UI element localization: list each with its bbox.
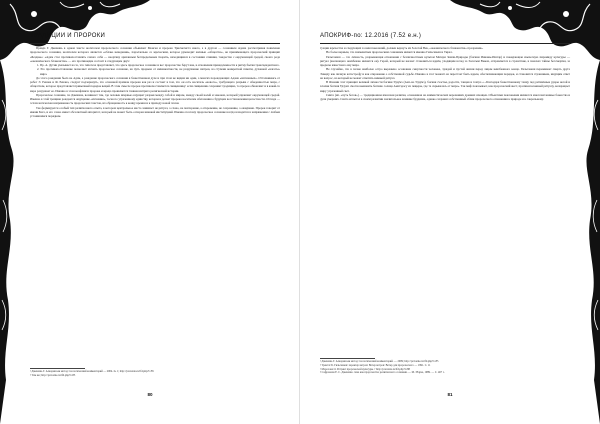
right-page <box>300 0 600 424</box>
right-footnote-rule <box>320 358 375 359</box>
left-running-header: ТРАДИЦИИ И ПРОРОКИ <box>30 33 106 39</box>
footnote: ⁴ Сафронова Е. С. Джевашь: сама как пророчество религиозного сознания. — М.: Наука, 1989. — С. 467 с. <box>320 371 445 375</box>
right-running-header: АПОКРИФ-по: 12.2016 (7.52 е.н.) <box>320 33 422 39</box>
right-header-rule <box>320 43 570 44</box>
right-paragraph: Но более верным, что знаменитым пророческим сознанием является именно Гильгамеш и Тирал. <box>326 50 453 55</box>
right-paragraph: Не случайно, что в поэме наиболее остро выражено осознание смертности человека, чуждой и пустой жизни перед лицом неизбежного конца. Гильгамеш переживает смерть друга Энкиду как личную катастрофу и как откровение о собственной судьбе. Именно в этот момент он перестает быть царем, обеспечивающим порядок, и становится странником, ищущим ответ на вопрос, на который не может ответить никакой ритуал. <box>320 67 570 80</box>
left-paragraph: Так формируется особый тип религиозного опыта, в котором центральное место занимает не ритуал, а слово, не повторение, а откровение, не сохранение, а ожидание. Пророк говорит от имени Бога, и его слово имеет абсолютный авторитет, который не может быть оспорен никакой институцией. Именно поэтому пророческое сознание всегда находится в напряжении с любым устоявшимся порядком. <box>30 105 280 118</box>
footnote: ² Там же; http://pravenie.ru/tfd.php?t=85 <box>30 373 76 377</box>
left-paragraph: Правда Г. Джевашь в одном тексте носителем пророческого сознания объявляет Моисея и пророка Трисмегиста иного, а в другом — сознанием Адама рассматривая появление пророческого сознания, носителем которого является «облако неведения», параллельно со жреческим, которое руководит жизнью «общества», не принимающего пророческий принцип «Бездны»: «Адам стал противопоставлять самого себя — неортику аризанным беспредельным творить, находящимся в состоянии слияния, тождества с окружающей средой, своего рода «океанического блаженства» — его противоядие состоит в следующем двух: <box>30 46 280 63</box>
right-paragraph: В Японии этот принцип великой личности богиня Удзумэ (Амэ-но Удзумэ), богиня счастья, радости, танцев и театра «...Благодаря божественному танцу под ритмичные удары ногой и хлопки богиня Удзумэ смогла выманить богиню солнца Аматэрасу из пещеры, где та скрывалась от мира». Так миф показывает, как пророческий жест, противоположный ритуалу, возвращает миру утраченный свет. <box>320 80 570 93</box>
right-paragraph: Гильгамеш — это личность, разрывающая отношения с безличностным культом Матери Земли-Природы (богини Иннаны-Иштар) и покидающая языческую пирамиду культуры — ритуал (желающего неизбежно является он). Герой, который не желает становиться царём, уходящим вслед за Золотым Веком, отправляется в странствие, в поисках тайны бессмертия, за пределы известного ему мира. <box>320 54 570 67</box>
right-page-number: 81 <box>447 392 453 397</box>
left-body-text <box>30 46 280 118</box>
footnote: ¹ Джевашь Г. Алкория как метод: теологический комментарий. — 2009; http://pravenie.ru/tfd.php?t=85 <box>320 360 439 363</box>
footnote: ² Трактат Б. Гильгамеш: характер ветров: Ветер ветров: Ветер для пророческого — 1991. С. 11 <box>320 363 431 367</box>
left-footnote-rule <box>30 368 85 369</box>
right-paragraph: туации жречества и следующих за ним поколений, должен вернуть их Золотой Век, «океанического блаженства» прозрения». <box>320 46 484 50</box>
right-body-text <box>320 46 570 101</box>
left-side-flourish <box>0 0 18 424</box>
left-paragraph: До этого рождения была не Адам, а рождение пророческого сознания в божественном духе и при этом не видим ни один, а многих порождающих Адама «изгнанных». Отталкиваясь от работ Э. Ренана и Ф. Ренана, следует подчеркнуть, что основной признак пророка как раз и состоит в том, что он есть носитель «нового», требующего разрыва с обыденностью мира, с обществом, которое представляет привычный порядок вещей. В этом смысле пророк противопоставляется священнику: если священник сохраняет традицию, то пророк обновляет и в какой-то мере разрушает ее. Именно в этом конфликте пророка и жреца проявляется главная интрига религиозной истории. <box>30 75 281 93</box>
left-page-number: 80 <box>147 392 153 397</box>
left-list-item: 2. Это противопоставление позволяет изгнать пророческое сознание, на путь прорыва от имманентности, не разрушение шатров, на ступени конкретной памяти, духовной «наготы» мира. <box>40 67 280 76</box>
left-list-item: 1. Пр. А. Дугин указывает на то, что гипотеза представляет, что здесь пророческое сознание и вес пророчество берут вне, в отношении принадлежности к ритму бытия трансцендентного. <box>40 63 280 67</box>
left-paragraph: Пророческое сознание, по Джеваше, возникает там, где человек впервые ощущает разрыв между собой и миром, между своей волей и законом, который управляет окружающей средой. Именно в этой трещине рождается ощущение «изгнания», тоска по утраченному единству, которая и делает пророка носителем обетования о будущем восстановлении целостности. Отсюда — эсхатологическая напряженность пророческих текстов, их обращенность к концу времен и к приходу новой эпохи. <box>30 92 280 106</box>
footnote: ¹ Джевашь Г. Алкория как метод: теологический комментарий — 2004. № 1; http://pravenie.ru/tfd.php?t=85 <box>30 370 154 373</box>
left-footnotes <box>30 370 280 378</box>
right-side-flourish <box>582 0 600 424</box>
footnote: ³ Морозова О. Ретракт пророческой культуры // http://pravenie.ru/tfd.php?t=88 <box>320 367 410 371</box>
right-footnotes <box>320 360 570 375</box>
left-header-rule <box>30 43 280 44</box>
right-paragraph: Синто (яп. «путь богов») — традиционная японская религия, основанная на анимистических верованиях древних японцев. Объектами поклонения являются многочисленные божества и духи умерших. Синто испытал в своём развитии значительное влияние буддизма, однако сохранил собственный облик пророческого отношения к природе и к сакральному. <box>320 92 570 101</box>
